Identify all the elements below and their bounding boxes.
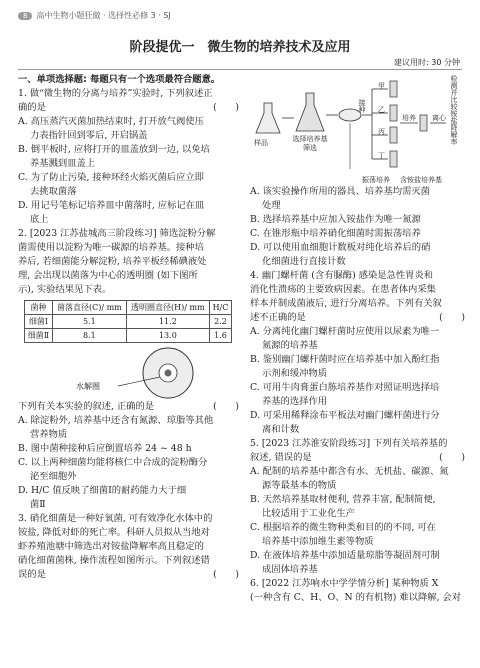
fig-label-ding: 丁 (378, 152, 385, 160)
q4-option-a: A. 分离纯化幽门螺杆菌时应使用以尿素为唯一 氮源的培养基 (250, 326, 440, 351)
page-header (18, 10, 171, 21)
left-column (18, 73, 239, 582)
q3-stem-line: 3. 硝化细菌是一种好氧菌, 可有效净化水体中的 (18, 513, 213, 524)
fig-label-selection-medium: 选择培养基筛选 (292, 135, 328, 152)
q3-stem-line: 硝化细菌菌株, 操作流程如图所示。下列叙述错 (18, 555, 210, 566)
q4-stem-line: 消化性溃疡的主要致病因素。在患者体内采集 (250, 284, 436, 295)
q2-stem-line: 菌需使用以淀粉为唯一碳源的培养基。接种培 (18, 242, 204, 253)
page-title: 阶段提优一 微生物的培养技术及应用 (129, 40, 351, 55)
q4-option-c: C. 可用牛肉膏蛋白胨培养基作对照证明选择培 养基的选择作用 (250, 382, 440, 407)
book-title: 高中生物小题狂做 · 选择性必修 3 · SJ (36, 11, 171, 20)
hydrolysis-zone-label: 水解圈 (76, 382, 100, 391)
petri-dish-figure (18, 346, 239, 400)
q2-stem-line: 示), 实验结果见下表。 (18, 284, 112, 295)
q4-option-d: D. 可采用稀释涂布平板法对幽门螺杆菌进行分 离和计数 (250, 410, 440, 435)
q3-stem-line: 虾养殖池塘中筛选出对铵盐降解率高且稳定的 (18, 541, 204, 552)
fig-label-detect: 检测并比较铵盐降解率 (450, 75, 458, 145)
q1-option-c: C. 为了防止污染, 接种环经火焰灭菌后应立即 去挑取菌落 (18, 172, 204, 197)
q2-option-c: C. 以上两种细菌均能将核仁中合成的淀粉酶分 泌至细胞外 (18, 457, 208, 482)
q5-stem-line: 5. [2023 江苏淮安阶段练习] 下列有关培养基的 (250, 438, 448, 449)
question-2 (18, 227, 239, 512)
fig-label-sample: 样品 (254, 139, 268, 147)
q4-stem-line: 样本并制成菌液后, 进行分离培养。下列有关叙 (250, 298, 442, 309)
divider (18, 69, 462, 70)
q6-stem-line: (一种含有 C、H、O、N 的有机物) 难以降解, 会对 (250, 592, 462, 603)
q2-stem-line: 理, 会出现以菌落为中心的透明圈 (如下图所 (18, 270, 198, 281)
right-column (250, 73, 465, 605)
q2-option-d: D. H/C 值反映了细菌Ⅰ的耐药能力大于细 菌Ⅱ (18, 485, 187, 510)
q5-option-c: C. 根据培养的微生物种类和目的的不同, 可在 培养基中添加维生素等物质 (250, 522, 436, 547)
section-heading: 一、单项选择题: 每题只有一个选项最符合题意。 (18, 74, 221, 85)
q6-stem-line: 6. [2022 江苏响水中学学情分析] 某种物质 X (250, 578, 439, 589)
q5-option-b: B. 天然培养基取材便利, 营养丰富, 配制简便, 比较适用于工业化生产 (250, 494, 436, 519)
q5-stem-line: 叙述, 错误的是 ( ) (250, 452, 465, 463)
suggested-time: 建议用时: 30 分钟 (394, 58, 460, 67)
q1-option-d: D. 用记号笔标记培养皿中菌落时, 应标记在皿 底上 (18, 200, 205, 225)
q4-option-b: B. 鉴别幽门螺杆菌时应在培养基中加入酚红指 示剂和缓冲物质 (250, 354, 440, 379)
fig-label-yi: 乙 (378, 106, 385, 114)
question-1 (18, 87, 239, 227)
question-5 (250, 437, 465, 577)
workflow-figure (250, 73, 465, 185)
q2-stem-line: 2. [2023 江苏盐城高三阶段练习] 筛选淀粉分解 (18, 228, 216, 239)
fig-label-bing: 丙 (378, 128, 385, 136)
fig-label-ammonium-medium: 含铵盐培养基 (400, 176, 442, 184)
question-4 (250, 269, 465, 437)
q1-stem-line: 1. 做“微生物的分离与培养”实验时, 下列叙述正 (18, 88, 213, 99)
answer-paren: ( ) (213, 102, 239, 113)
results-table: 菌种 菌落直径(C)/ mm 透明圈直径(H)/ mm H/C 细菌Ⅰ 5.1 11.2 2.2 细菌Ⅱ 8.1 13.0 1.6 (24, 300, 232, 343)
fig-label-culture: 培养 (402, 114, 416, 122)
q4-stem-line: 4. 幽门螺杆菌 (含有脲酶) 感染是急性胃炎和 (250, 270, 434, 281)
q3-option-c: C. 在锥形瓶中培养硝化细菌时需振荡培养 (250, 228, 421, 239)
question-3 (18, 512, 239, 582)
page-number: 8 (18, 12, 32, 20)
fig-label-inoculate: 接种 (358, 99, 366, 113)
q3-options (250, 185, 465, 269)
q3-option-d: D. 可以使用血细胞计数板对纯化培养后的硝 化细菌进行直接计数 (250, 242, 431, 267)
fig-label-shake: 振荡培养 (362, 176, 390, 184)
question-6 (250, 577, 465, 605)
q2-option-a: A. 除淀粉外, 培养基中还含有氮源、琼脂等其他 营养物质 (18, 415, 214, 440)
fig-label-jia: 甲 (378, 82, 385, 90)
q1-stem-line: 确的是 ( ) (18, 102, 239, 113)
q3-option-b: B. 选择培养基中应加入铵盐作为唯一氮源 (250, 214, 421, 225)
q5-option-a: A. 配制的培养基中都含有水、无机盐、碳源、氮 源等最基本的物质 (250, 466, 449, 491)
q3-stem-line: 误的是 ( ) (18, 569, 239, 580)
q2-option-b: B. 图中菌种接种后应倒置培养 24 ~ 48 h (18, 443, 192, 454)
q1-option-b: B. 倒平板时, 应将打开的皿盖放到一边, 以免培 养基溅到皿盖上 (18, 144, 210, 169)
q2-ask: 下列有关本实验的叙述, 正确的是 ( ) (18, 401, 239, 412)
q5-option-d: D. 在液体培养基中添加适量琼脂等凝固剂可制 成固体培养基 (250, 550, 440, 575)
q2-stem-line: 养后, 若细菌能分解淀粉, 培养平板经稀碘液处 (18, 256, 207, 267)
q3-option-a: A. 该实验操作所用的器具、培养基均需灭菌 处理 (250, 186, 430, 211)
q3-stem-line: 铵盐, 降低对虾的死亡率。科研人员拟从当地对 (18, 527, 210, 538)
q1-option-a: A. 高压蒸汽灭菌加热结束时, 打开放气阀使压 力表指针回到零后, 开启锅盖 (18, 116, 204, 141)
q4-stem-line: 述不正确的是 ( ) (250, 312, 465, 323)
fig-label-centrifuge: 离心 (432, 114, 446, 122)
